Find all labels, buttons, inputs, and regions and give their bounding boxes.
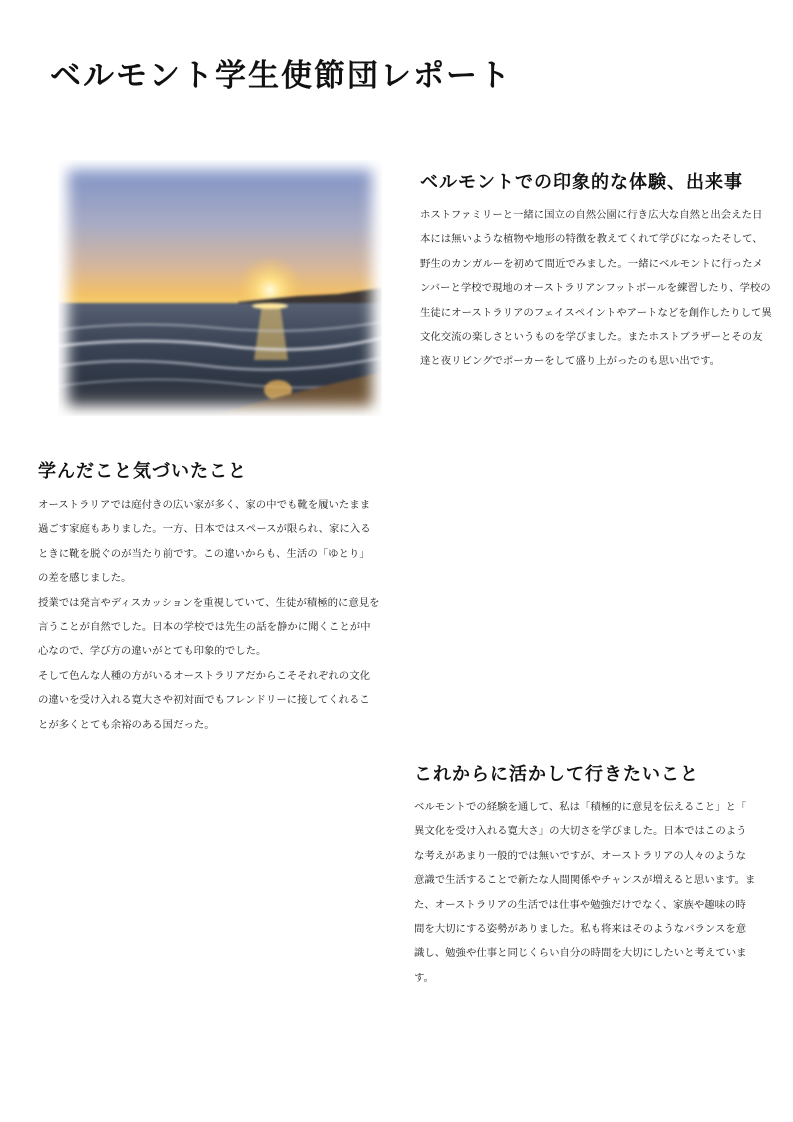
sunset-photo [58, 160, 382, 416]
section-body-impressive [420, 203, 772, 374]
paragraph: オーストラリアでは庭付きの広い家が多く、家の中でも靴を履いたまま過ごす家庭もありました。一方、日本ではスペースが限られ、家に入るときに靴を脱ぐのが当たり前です。この違いからも、生活の「ゆとり」の差を感じました。 [38, 499, 371, 585]
page-title: ベルモント学生使節団レポート [50, 58, 512, 94]
paragraph: ホストファミリーと一緒に国立の自然公園に行き広大な自然と出会えた日本には無いような植物や地形の特徴を教えてくれて学びになったそして、野生のカンガルーを初めて間近でみました。一緒にベルモントに行ったメンバーと学校で現地のオーストラリアンフットボールを練習したり、学校の生徒にオーストラリアのフェイスペイントやアートなどを創作したりして異文化交流の楽しさというものを学びました。またホストブラザーとその友達と夜リビングでポーカーをして盛り上がったのも思い出です。 [420, 209, 772, 368]
section-heading-future: これからに活かして行きたいこと [414, 764, 699, 785]
section-heading-impressive: ベルモントでの印象的な体験、出来事 [420, 172, 743, 193]
paragraph: 授業では発言やディスカッションを重視していて、生徒が積極的に意見を言うことが自然でした。日本の学校では先生の話を静かに聞くことが中心なので、学び方の違いがとても印象的でした。 [38, 596, 380, 658]
sunset-photo-image [58, 160, 382, 416]
paragraph: ベルモントでの経験を通して、私は「積極的に意見を伝えること」と「異文化を受け入れる寛大さ」の大切さを学びました。日本ではこのような考えがあまり一般的では無いですが、オーストラリアの人々のような意識で生活することで新たな人間関係やチャンスが増えると思います。また、オーストラリアの生活では仕事や勉強だけでなく、家族や趣味の時間を大切にする姿勢がありました。私も将来はそのようなバランスを意識し、勉強や仕事と同じくらい自分の時間を大切にしたいと考えています。 [414, 801, 756, 984]
section-heading-learned: 学んだこと気づいたこと [38, 461, 247, 482]
section-body-future [414, 795, 756, 990]
paragraph: そして色んな人種の方がいるオーストラリアだからこそそれぞれの文化の違いを受け入れる寛大さや初対面でもフレンドリーに接してくれることが多くとても余裕のある国だった。 [38, 669, 370, 731]
section-body-learned [38, 493, 380, 737]
